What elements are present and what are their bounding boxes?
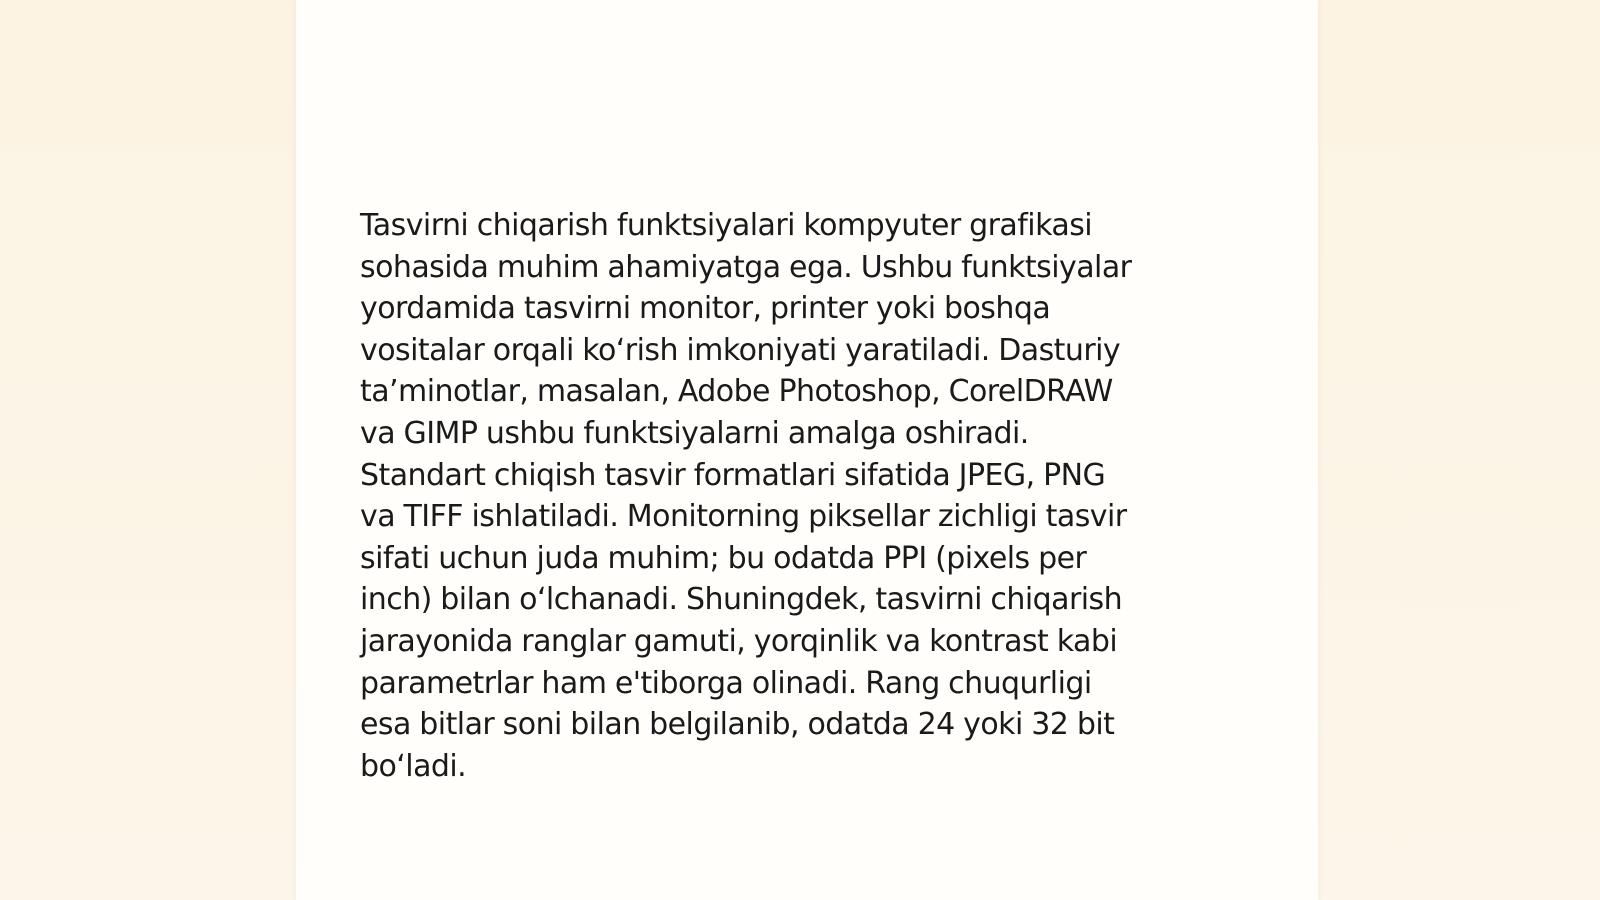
backdrop-right [1318,0,1600,900]
paragraph-line: vositalar orqali ko‘rish imkoniyati yaratiladi. Dasturiy [360,332,1121,368]
paragraph-line: esa bitlar soni bilan belgilanib, odatda 24 yoki 32 bit [360,707,1115,743]
paragraph-line: inch) bilan o‘lchanadi. Shuningdek, tasvirni chiqarish [360,582,1123,618]
paragraph-line: Tasvirni chiqarish funktsiyalari kompyuter grafikasi [360,208,1093,243]
paragraph-line: va GIMP ushbu funktsiyalarni amalga oshiradi. [360,415,1029,451]
paragraph-line: ta’minotlar, masalan, Adobe Photoshop, CorelDRAW [360,374,1113,410]
document-page [296,0,1318,900]
paragraph-line: Standart chiqish tasvir formatlari sifatida JPEG, PNG [360,457,1106,493]
backdrop-left [0,0,296,900]
paragraph-line: va TIFF ishlatiladi. Monitorning piksellar zichligi tasvir [360,499,1127,535]
paragraph-line: bo‘ladi. [360,748,467,784]
paragraph-line: jarayonida ranglar gamuti, yorqinlik va kontrast kabi [360,623,1118,659]
paragraph-line: parametrlar ham e'tiborga olinadi. Rang chuqurligi [360,665,1092,701]
paragraph-line: sifati uchun juda muhim; bu odatda PPI (pixels per [360,540,1087,576]
paragraph-line: sohasida muhim ahamiyatga ega. Ushbu funktsiyalar [360,249,1132,285]
body-paragraph [360,205,1260,787]
paragraph-line: yordamida tasvirni monitor, printer yoki boshqa [360,291,1051,327]
